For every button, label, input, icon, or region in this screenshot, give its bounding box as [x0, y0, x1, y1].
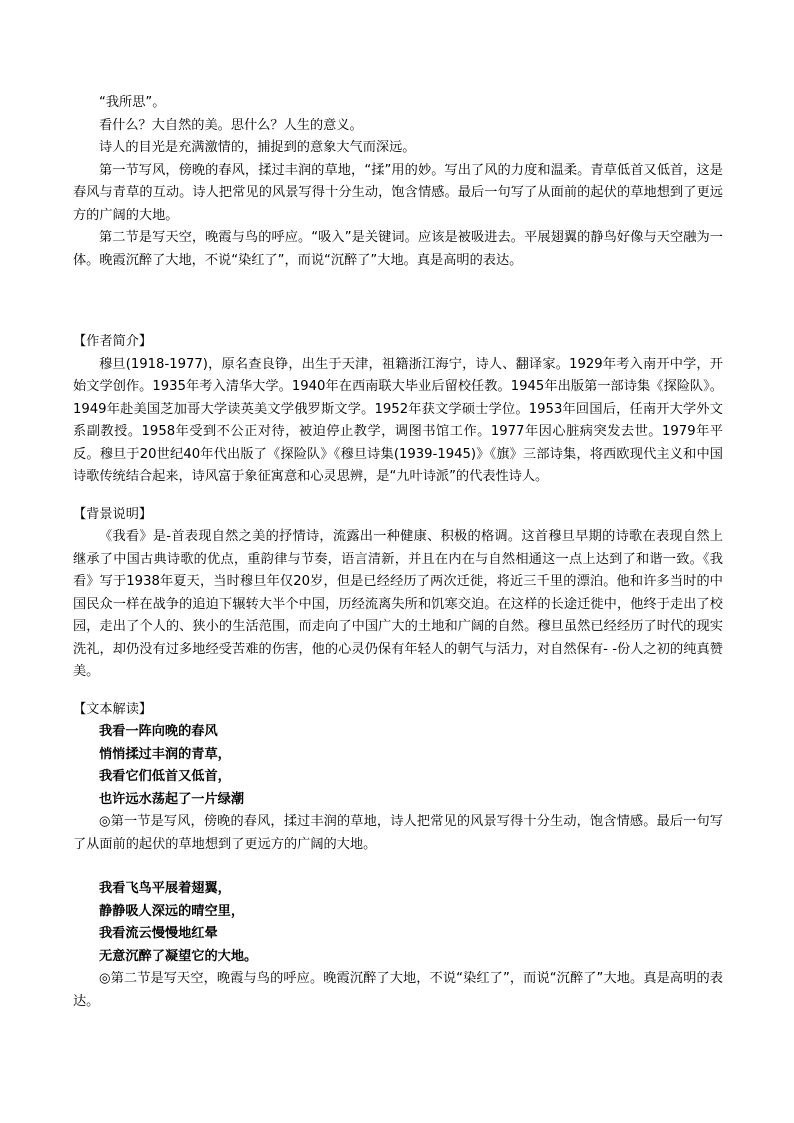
poem-line: 我看一阵向晚的春风 [99, 724, 218, 739]
poem-line: 悄悄揉过丰润的青草， [99, 746, 231, 762]
poem-line: 静静吸人深远的晴空里， [99, 903, 245, 919]
document-page [73, 92, 723, 1013]
author-bio: 穆旦(1918-1977)，原名查良铮，出生于天津，祖籍浙江海宁，诗人、翻译家。1929年考入南开中学，开始文学创作。1935年考入清华大学。1940年在西南联大毕业后留校任教。1945年出版第一部诗集《探险队》。1949年赴美国芝加哥大学读英美文学俄罗斯文学。1952年获文学硕士学位。1953年回国后，任南开大学外文系副教授。1958年受到不公正对待，被迫停止教学，调图书馆工作。1977年因心脏病突发去世。1979年平反。穆旦于20世纪40年代出版了《探险队》《穆旦诗集(1939-1945)》《旗》三部诗集，将西欧现代主义和中国诗歌传统结合起来，诗风富于象征寓意和心灵思辨，是“九叶诗派”的代表性诗人。 [73, 356, 723, 484]
paragraph: 第二节是写天空，晚霞与鸟的呼应。“吸入”是关键词。应该是被吸进去。平展翅翼的静鸟好像与天空融为一体。晚霞沉醉了大地，不说“染红了”，而说“沉醉了”大地。真是高明的表达。 [73, 230, 723, 268]
stanza-note: ◎第一节是写风，傍晚的春风，揉过丰润的草地，诗人把常见的风景写得十分生动，饱含情感。最后一句写了从面前的起伏的草地想到了更远方的广阔的大地。 [73, 814, 723, 852]
poem-line: 我看它们低首又低首， [99, 769, 231, 784]
stanza-note: ◎第二节是写天空，晚霞与鸟的呼应。晚霞沉醉了大地，不说“染红了”，而说“沉醉了”大地。真是高明的表达。 [73, 971, 723, 1009]
paragraph: 第一节写风，傍晚的春风，揉过丰润的草地，“揉”用的妙。写出了风的力度和温柔。青草低首又低首，这是春风与青草的互动。诗人把常见的风景写得十分生动，饱含情感。最后一句写了从面前的起伏的草地想到了更远方的广阔的大地。 [73, 162, 723, 223]
top-section [73, 92, 723, 272]
section-heading-author: 【作者简介】 [73, 334, 153, 349]
paragraph: 诗人的目光是充满激情的，捕捉到的意象大气而深远。 [99, 140, 416, 155]
reading-section [73, 699, 723, 1014]
poem-line: 也许远水荡起了一片绿潮 [99, 791, 245, 807]
section-heading-background: 【背景说明】 [73, 506, 153, 522]
poem-line: 我看飞鸟平展着翅翼， [99, 881, 231, 896]
paragraph: 看什么？大自然的美。思什么？人生的意义。 [99, 117, 363, 133]
paragraph: “我所思”。 [99, 95, 166, 110]
author-section [73, 331, 723, 489]
background-text: 《我看》是-首表现自然之美的抒情诗，流露出一种健康、积极的格调。这首穆旦早期的诗歌在表现自然上继承了中国古典诗歌的优点，重韵律与节奏，语言清新，并且在内在与自然相通这一点上达到了和谐一致。《我看》写于1938年夏天，当时穆旦年仅20岁，但是已经经历了两次迁徙，将近三千里的漂泊。他和许多当时的中国民众一样在战争的追迫下辗转大半个中国，历经流离失所和饥寒交迫。在这样的长途迁徙中，他终于走出了校园，走出了个人的、狭小的生活范围，而走向了中国广大的土地和广阔的自然。穆旦虽然已经经历了时代的现实洗礼，却仍没有过多地经受苦难的伤害，他的心灵仍保有年轻人的朝气与活力，对自然保有- -份人之初的纯真赞美。 [73, 529, 723, 679]
poem-line: 无意沉醉了凝望它的大地。 [99, 948, 258, 964]
background-section [73, 504, 723, 684]
poem-line: 我看流云慢慢地红晕 [99, 926, 218, 941]
section-heading-reading: 【文本解读】 [73, 701, 153, 717]
